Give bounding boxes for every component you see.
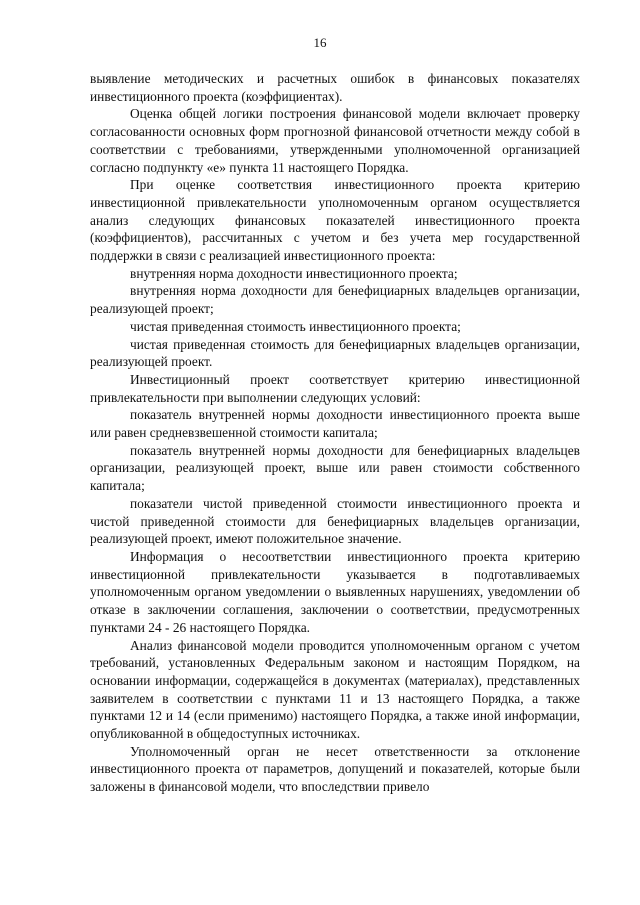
condition-1: показатель внутренней нормы доходности инвестиционного проекта выше или равен средневзвешенной стоимости капитала;: [90, 407, 580, 441]
paragraph-noncompliance: Информация о несоответствии инвестиционного проекта критерию инвестиционной привлекательности указывается в подготавливаемых уполномоченным органом уведомлении о выявленных нарушениях, уведомлении об отказе в заключении соглашения, заключении о соответствии, предусмотренных пунктами 24 - 26 настоящего Порядка.: [90, 548, 580, 635]
paragraph-analysis: Анализ финансовой модели проводится уполномоченным органом с учетом требований, установленных Федеральным законом и настоящим Порядком, на основании информации, содержащейся в документах (материалах), представленных заявителем в соответствии с пунктами 11 и 13 настоящего Порядка, а также пунктами 12 и 14 (если применимо) настоящего Порядка, а также иной информации, опубликованной в общедоступных источниках.: [90, 637, 580, 742]
condition-2: показатель внутренней нормы доходности для бенефициарных владельцев организации, реализующей проект, выше или равен стоимости собственного капитала;: [90, 442, 580, 494]
paragraph-2: Оценка общей логики построения финансовой модели включает проверку согласованности основных форм прогнозной финансовой отчетности между собой в соответствии с требованиями, утвержденными уполномоченной организацией согласно подпункту «е» пункта 11 настоящего Порядка.: [90, 106, 580, 175]
document-body: [90, 70, 580, 796]
list-item-npv-beneficiaries: чистая приведенная стоимость для бенефициарных владельцев организации, реализующей проект.: [90, 336, 580, 370]
paragraph-3: При оценке соответствия инвестиционного проекта критерию инвестиционной привлекательности уполномоченным органом осуществляется анализ следующих финансовых показателей инвестиционного проекта (коэффициентов), рассчитанных с учетом и без учета мер государственной поддержки в связи с реализацией инвестиционного проекта:: [90, 177, 580, 264]
list-item-irr-project: внутренняя норма доходности инвестиционного проекта;: [130, 265, 458, 281]
paragraph-conditions: Инвестиционный проект соответствует критерию инвестиционной привлекательности при выполнении следующих условий:: [90, 371, 580, 405]
list-item-npv-project: чистая приведенная стоимость инвестиционного проекта;: [130, 318, 461, 334]
list-item-irr-beneficiaries: внутренняя норма доходности для бенефициарных владельцев организации, реализующей проект;: [90, 283, 580, 317]
condition-3: показатели чистой приведенной стоимости инвестиционного проекта и чистой приведенной стоимости для бенефициарных владельцев организации, реализующей проект, имеют положительное значение.: [90, 495, 580, 547]
paragraph-1: выявление методических и расчетных ошибок в финансовых показателях инвестиционного проекта (коэффициентах).: [90, 71, 580, 104]
paragraph-liability: Уполномоченный орган не несет ответственности за отклонение инвестиционного проекта от параметров, допущений и показателей, которые были заложены в финансовой модели, что впоследствии привело: [90, 743, 580, 795]
page-number: 16: [313, 35, 327, 50]
